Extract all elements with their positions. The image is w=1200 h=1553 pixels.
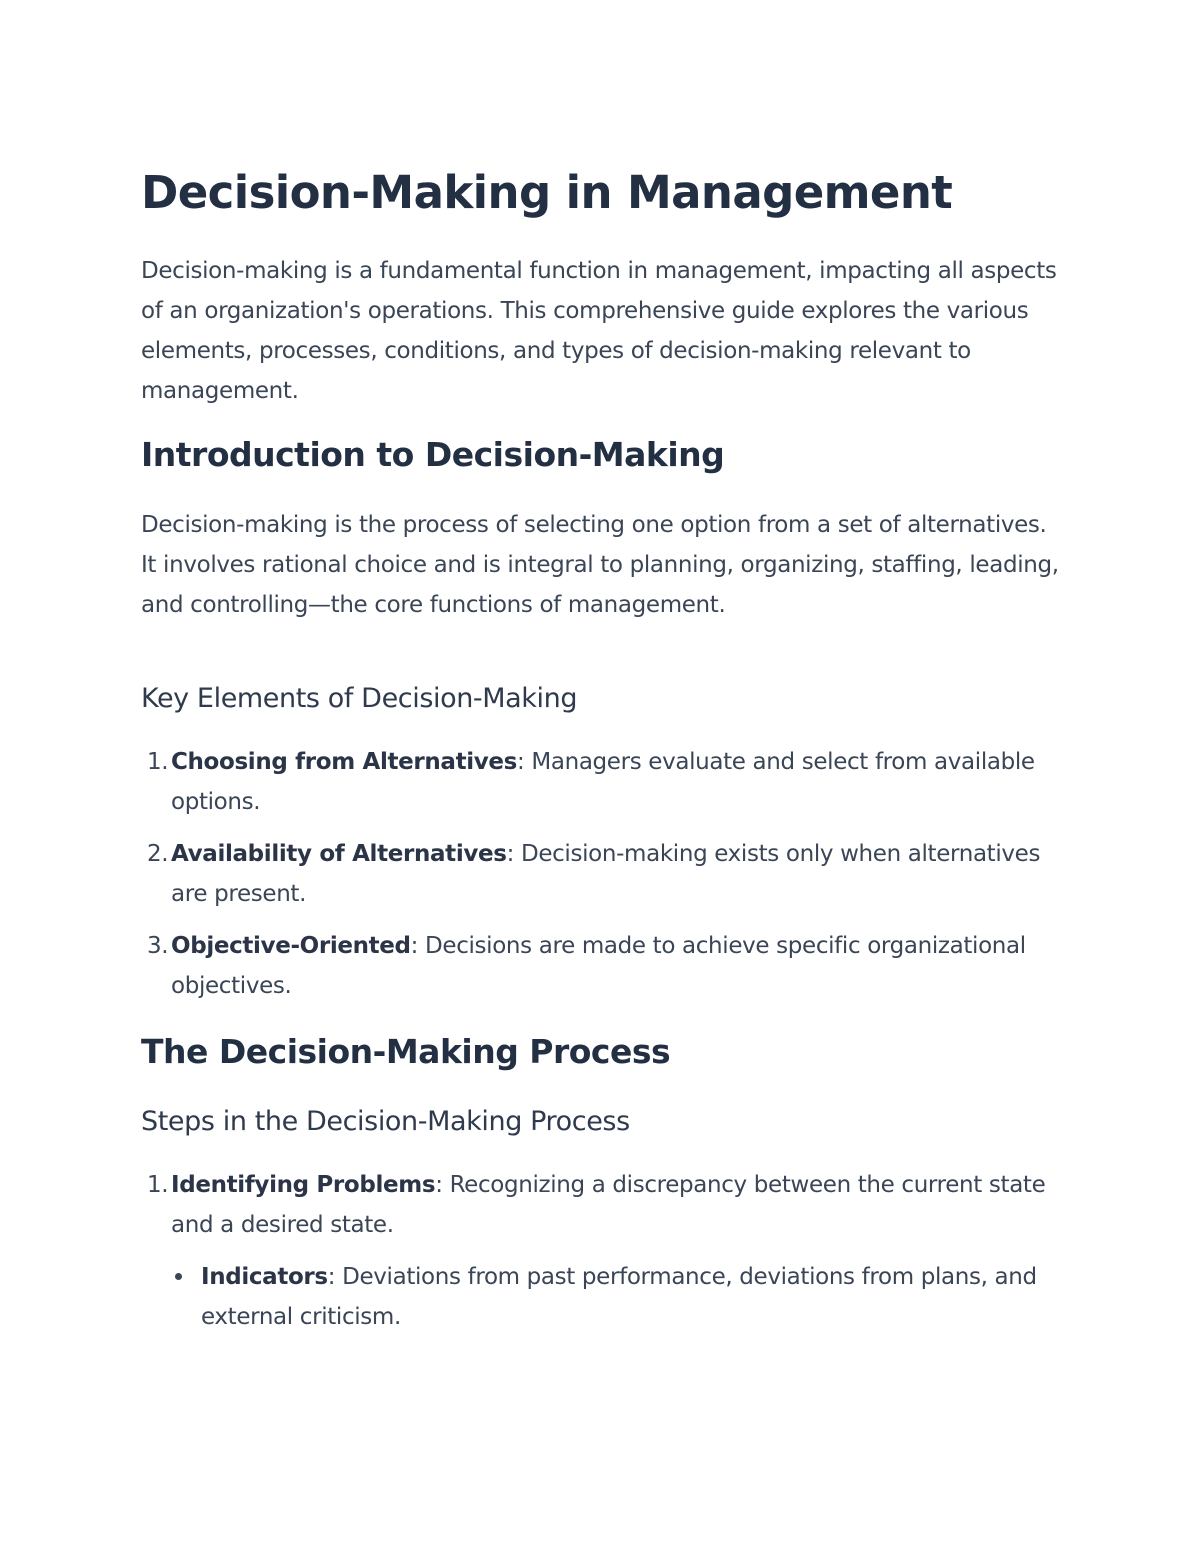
list-item-text: Decisions are made to achieve specific organizational objectives. <box>171 933 1026 999</box>
list-item-separator: : <box>516 749 525 775</box>
sub-list-item-text: Deviations from past performance, deviations from plans, and external criticism. <box>201 1264 1037 1330</box>
key-elements-list <box>141 742 1051 1018</box>
subheading-steps: Steps in the Decision-Making Process <box>141 1106 630 1137</box>
sub-list-item <box>171 1257 1051 1337</box>
process-steps-list <box>141 1165 1051 1349</box>
list-number: 1. <box>147 749 169 775</box>
section-heading-process: The Decision-Making Process <box>141 1032 671 1071</box>
sub-list <box>171 1257 1051 1337</box>
section-heading-introduction: Introduction to Decision-Making <box>141 435 725 474</box>
list-item-separator: : <box>435 1172 443 1198</box>
list-item-term: Objective-Oriented <box>171 933 411 959</box>
subheading-key-elements: Key Elements of Decision-Making <box>141 683 578 714</box>
page-title: Decision-Making in Management <box>141 166 953 219</box>
list-number: 1. <box>147 1172 169 1198</box>
list-number: 2. <box>147 841 169 867</box>
list-item <box>141 926 1051 1006</box>
list-item-term: Choosing from Alternatives <box>171 749 517 775</box>
list-item-text: Managers evaluate and select from available options. <box>171 749 1035 815</box>
list-item-term: Identifying Problems <box>171 1172 436 1198</box>
introduction-paragraph: Decision-making is the process of selecting one option from a set of alternatives. It involves rational choice and is integral to planning, organizing, staffing, leading, and controlling—the core functions of management. <box>141 512 1059 618</box>
intro-paragraph: Decision-making is a fundamental function in management, impacting all aspects of an organization's operations. This comprehensive guide explores the various elements, processes, conditions, and types of decision-making relevant to management. <box>141 258 1057 404</box>
list-item-separator: : <box>506 841 514 867</box>
list-item <box>141 834 1051 914</box>
sub-list-item-term: Indicators <box>201 1264 328 1290</box>
bullet-icon <box>175 1273 182 1280</box>
list-item-term: Availability of Alternatives <box>171 841 507 867</box>
list-item-separator: : <box>410 933 419 959</box>
list-item-text: Recognizing a discrepancy between the current state and a desired state. <box>171 1172 1046 1238</box>
list-item <box>141 742 1051 822</box>
list-number: 3. <box>147 933 169 959</box>
list-item-text: Decision-making exists only when alternatives are present. <box>171 841 1041 907</box>
sub-list-item-separator: : <box>327 1264 336 1290</box>
list-item <box>141 1165 1051 1337</box>
